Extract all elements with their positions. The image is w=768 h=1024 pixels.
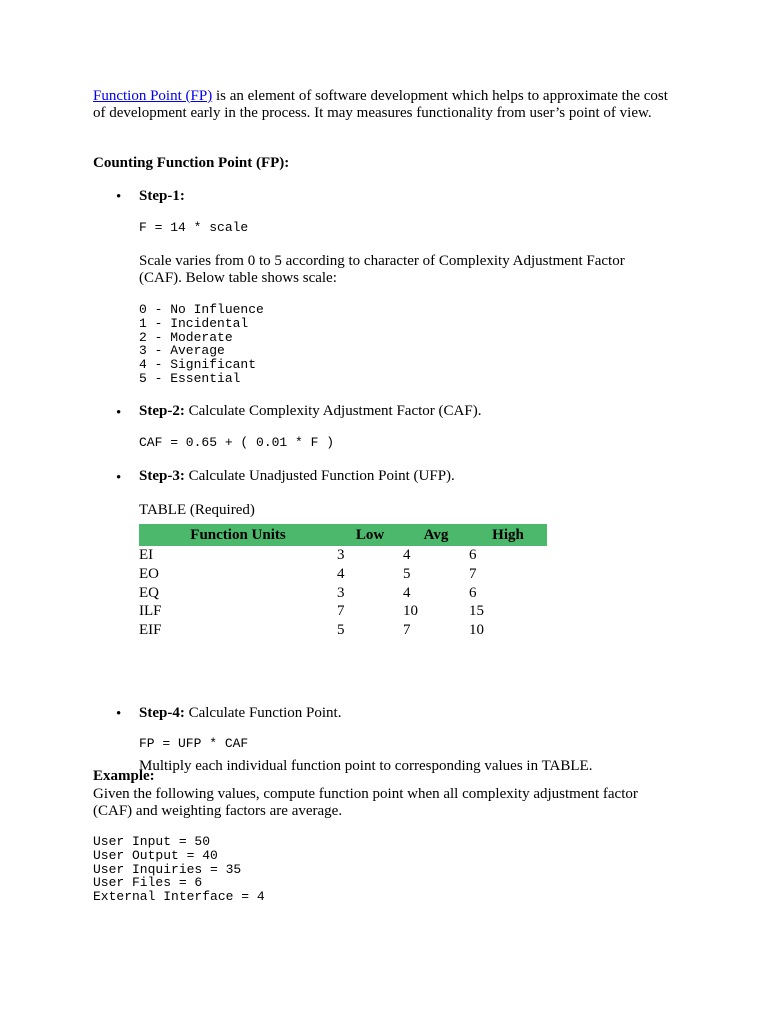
table-cell: EQ: [139, 584, 159, 601]
table-header-cell: Low: [337, 524, 403, 546]
table-row: [139, 602, 547, 621]
step-1-label: Step-1:: [139, 188, 185, 204]
table-cell: 7: [469, 565, 477, 582]
table-caption: TABLE (Required): [139, 502, 255, 518]
example-value-line: User Files = 6: [93, 875, 203, 891]
table-cell: 5: [337, 622, 345, 639]
scale-item: 4 - Significant: [139, 357, 257, 373]
intro-text: is an element of software development which helps to approximate the cost of development early in the process. It may measures functionality from user’s point of view.: [93, 88, 668, 121]
step-4: [139, 705, 673, 751]
scale-item: 2 - Moderate: [139, 329, 233, 345]
table-cell: 3: [337, 547, 345, 563]
table-cell: ILF: [139, 603, 162, 620]
example-value-line: User Input = 50: [93, 834, 211, 849]
function-point-link[interactable]: Function Point (FP): [93, 88, 213, 104]
example-value-line: User Inquiries = 35: [93, 861, 242, 877]
table-header-cell: Avg: [403, 524, 469, 546]
table-cell: 4: [403, 547, 411, 563]
scale-list: [139, 303, 264, 386]
table-cell: 4: [337, 565, 345, 582]
table-cell: EI: [139, 547, 154, 563]
table-header-cell: Function Units: [139, 524, 337, 546]
scale-item: 5 - Essential: [139, 370, 241, 386]
step-2-formula: CAF = 0.65 + ( 0.01 * F ): [139, 435, 335, 450]
table-cell: 10: [403, 603, 418, 620]
table-header-row: [139, 524, 547, 546]
table-header-cell: High: [469, 524, 547, 546]
step-1-formula: F = 14 * scale: [139, 220, 249, 235]
bullet-icon: •: [116, 189, 122, 205]
table-cell: 3: [337, 584, 345, 601]
counting-heading: Counting Function Point (FP):: [93, 155, 290, 171]
bullet-icon: •: [116, 706, 122, 722]
scale-item: 3 - Average: [139, 343, 225, 359]
step-1-description: Scale varies from 0 to 5 according to character of Complexity Adjustment Factor (CAF). Below table shows scale:: [139, 253, 625, 286]
example-value-line: User Output = 40: [93, 847, 218, 863]
table-row: [139, 584, 547, 603]
function-units-table: [139, 524, 547, 640]
table-cell: EO: [139, 565, 159, 582]
bullet-icon: •: [116, 470, 122, 486]
table-row: [139, 546, 547, 565]
table-row: [139, 565, 547, 584]
step-4-formula: FP = UFP * CAF: [139, 736, 249, 751]
example-values: [93, 835, 265, 904]
table-cell: 15: [469, 603, 484, 620]
step-2-text: Step-2: Calculate Complexity Adjustment Factor (CAF).: [139, 403, 482, 419]
step-4-text: Step-4: Calculate Function Point.: [139, 705, 342, 721]
table-cell: 4: [403, 584, 411, 601]
table-cell: 6: [469, 547, 477, 563]
table-row: [139, 621, 547, 640]
scale-item: 0 - No Influence: [139, 302, 264, 317]
example-value-line: External Interface = 4: [93, 889, 265, 905]
example-heading: Example:: [93, 768, 155, 784]
table-cell: 5: [403, 565, 411, 582]
step-2: [139, 403, 673, 450]
scale-item: 1 - Incidental: [139, 315, 249, 331]
intro-paragraph: [93, 88, 673, 122]
table-cell: 6: [469, 584, 477, 601]
table-cell: 7: [403, 622, 411, 639]
table-cell: 7: [337, 603, 345, 620]
step-1: [139, 188, 673, 386]
table-cell: 10: [469, 622, 484, 639]
table-after-text: Multiply each individual function point to corresponding values in TABLE.: [139, 758, 593, 774]
step-3-text: Step-3: Calculate Unadjusted Function Point (UFP).: [139, 468, 455, 484]
example-text: Given the following values, compute function point when all complexity adjustment factor (CAF) and weighting factors are average.: [93, 786, 638, 819]
table-cell: EIF: [139, 622, 162, 639]
bullet-icon: •: [116, 405, 122, 421]
